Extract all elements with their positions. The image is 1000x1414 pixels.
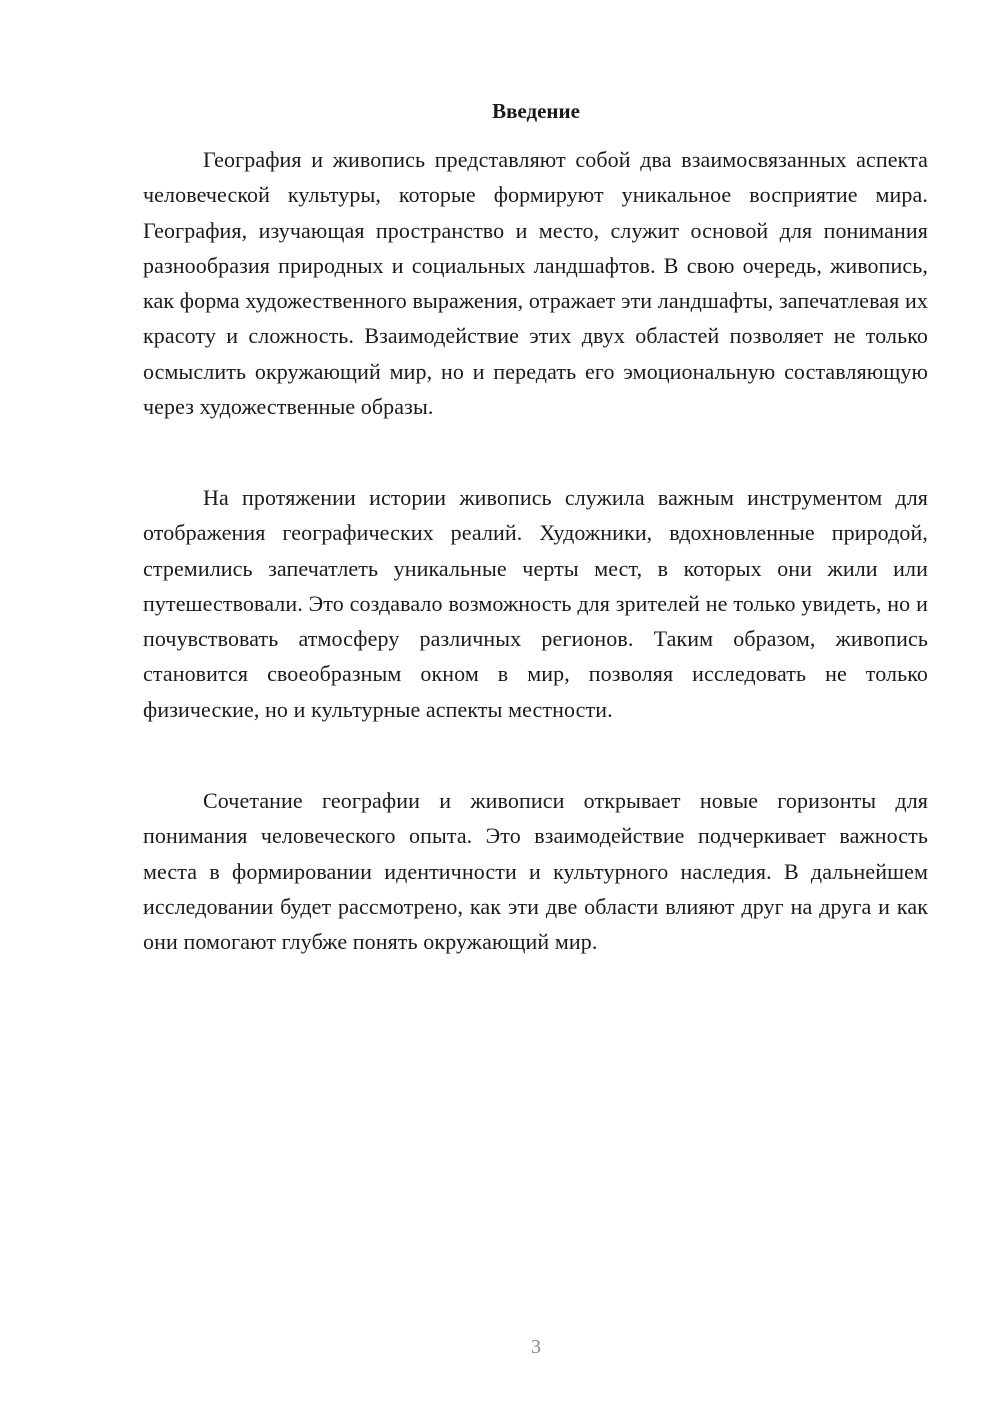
paragraph-introduction-2: На протяжении истории живопись служила важным инструментом для отображения географических реалий. Художники, вдохновленные природой, стремились запечатлеть уникальные черты мест, в которых они жили или путешествовали. Это создавало возможность для зрителей не только увидеть, но и почувствовать атмосферу различных регионов. Таким образом, живопись становится своеобразным окном в мир, позволяя исследовать не только физические, но и культурные аспекты местности. bbox=[143, 485, 928, 722]
paragraph-introduction-3: Сочетание географии и живописи открывает новые горизонты для понимания человеческого опыта. Это взаимодействие подчеркивает важность места в формировании идентичности и культурного наследия. В дальнейшем исследовании будет рассмотрено, как эти две области влияют друг на друга и как они помогают глубже понять окружающий мир. bbox=[143, 788, 928, 955]
paragraph-introduction-1: География и живопись представляют собой два взаимосвязанных аспекта человеческой культуры, которые формируют уникальное восприятие мира. География, изучающая пространство и место, служит основой для понимания разнообразия природных и социальных ландшафтов. В свою очередь, живопись, как форма художественного выражения, отражает эти ландшафты, запечатлевая их красоту и сложность. Взаимодействие этих двух областей позволяет не только осмыслить окружающий мир, но и передать его эмоциональную составляющую через художественные образы. bbox=[143, 147, 928, 420]
page-number: 3 bbox=[531, 1336, 541, 1358]
page-title: Введение bbox=[492, 99, 580, 123]
